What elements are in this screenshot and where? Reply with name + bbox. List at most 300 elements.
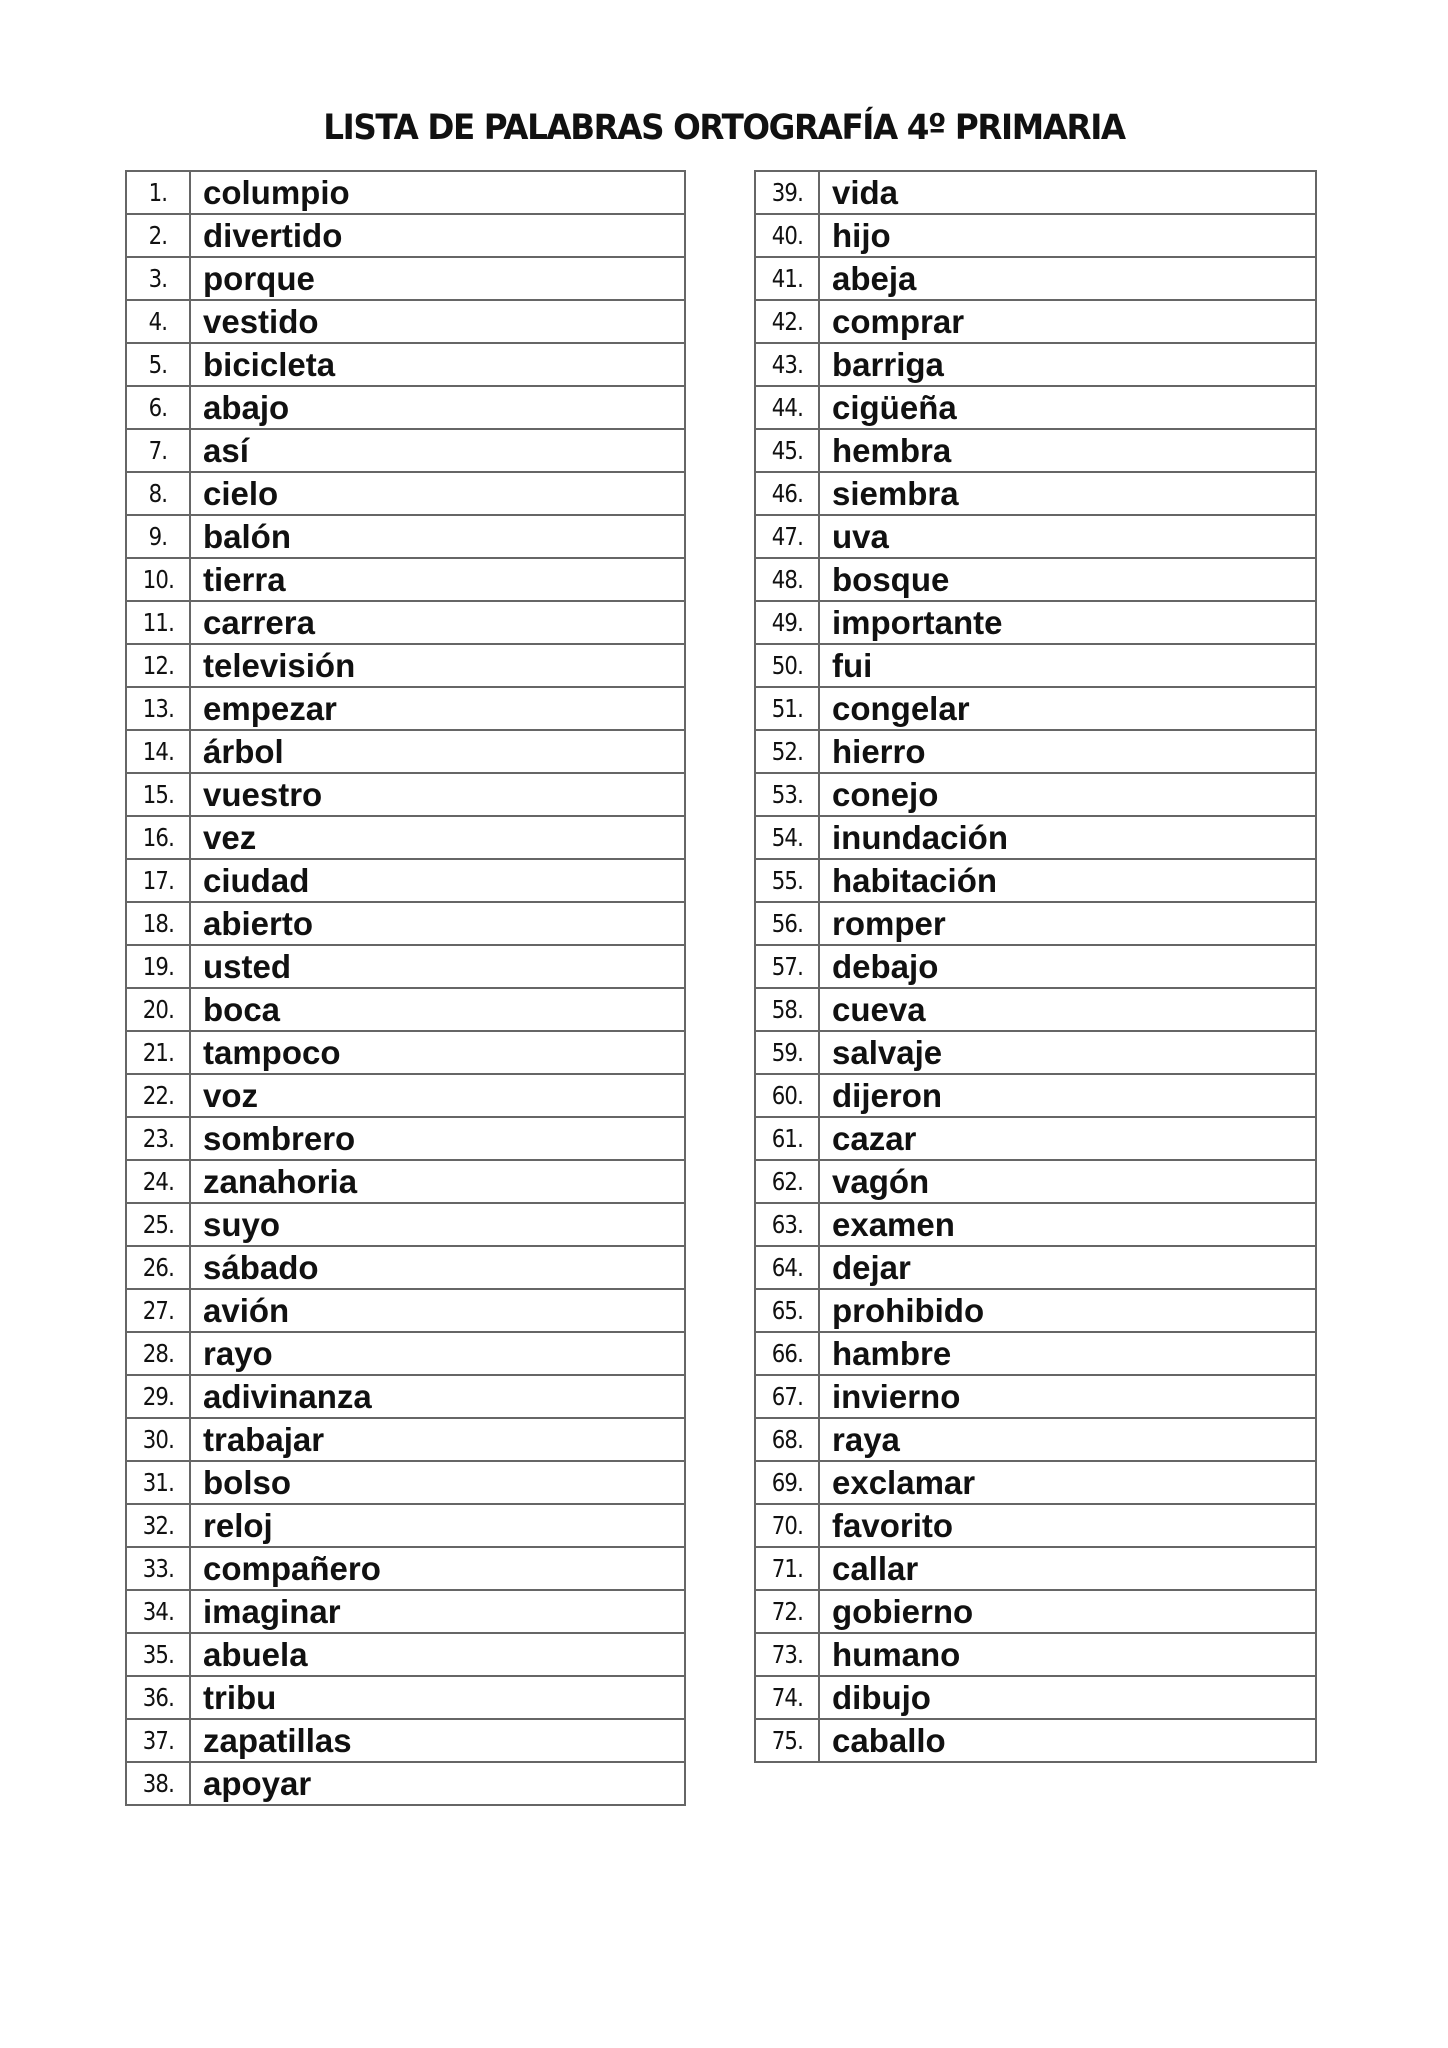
word-row <box>755 1719 1316 1762</box>
word-row <box>755 1160 1316 1203</box>
word-row <box>126 816 685 859</box>
word-number <box>755 1676 819 1719</box>
word-text: inundación <box>819 816 1316 859</box>
word-row <box>126 1246 685 1289</box>
word-row <box>755 902 1316 945</box>
word-text: debajo <box>819 945 1316 988</box>
word-number <box>755 730 819 773</box>
word-number <box>755 1461 819 1504</box>
word-number <box>126 1590 190 1633</box>
word-number <box>755 1160 819 1203</box>
word-text: romper <box>819 902 1316 945</box>
word-number <box>755 1117 819 1160</box>
word-number-text: 62. <box>771 1167 803 1196</box>
word-text: examen <box>819 1203 1316 1246</box>
word-number-text: 72. <box>771 1597 803 1626</box>
word-row <box>126 644 685 687</box>
word-list-right <box>754 170 1317 1763</box>
word-text: raya <box>819 1418 1316 1461</box>
word-row <box>126 945 685 988</box>
word-text: divertido <box>190 214 685 257</box>
word-row <box>126 1590 685 1633</box>
word-row <box>126 1332 685 1375</box>
word-number <box>755 1246 819 1289</box>
word-row <box>126 1289 685 1332</box>
word-number-text: 75. <box>771 1726 803 1755</box>
word-number <box>126 1117 190 1160</box>
word-number <box>126 1289 190 1332</box>
word-text: porque <box>190 257 685 300</box>
word-number <box>755 472 819 515</box>
word-row <box>126 386 685 429</box>
word-number-text: 66. <box>771 1339 803 1368</box>
word-number <box>755 1074 819 1117</box>
word-number-text: 14. <box>142 737 174 766</box>
word-text: así <box>190 429 685 472</box>
word-text: televisión <box>190 644 685 687</box>
word-text: invierno <box>819 1375 1316 1418</box>
word-row <box>755 515 1316 558</box>
word-row <box>126 1074 685 1117</box>
word-row <box>126 1418 685 1461</box>
word-number <box>755 429 819 472</box>
word-number-text: 4. <box>148 307 168 336</box>
word-text: bosque <box>819 558 1316 601</box>
word-row <box>755 429 1316 472</box>
word-row <box>755 988 1316 1031</box>
word-number <box>126 1418 190 1461</box>
word-row <box>755 1590 1316 1633</box>
word-number-text: 31. <box>142 1468 174 1497</box>
word-number-text: 11. <box>142 608 174 637</box>
word-number <box>126 1031 190 1074</box>
word-text: tierra <box>190 558 685 601</box>
word-row <box>755 1418 1316 1461</box>
word-text: dejar <box>819 1246 1316 1289</box>
word-text: caballo <box>819 1719 1316 1762</box>
word-number-text: 41. <box>771 264 803 293</box>
word-row <box>755 472 1316 515</box>
word-number-text: 40. <box>771 221 803 250</box>
word-row <box>755 687 1316 730</box>
word-text: prohibido <box>819 1289 1316 1332</box>
word-row <box>755 386 1316 429</box>
word-number-text: 15. <box>142 780 174 809</box>
word-number <box>126 386 190 429</box>
word-row <box>126 1676 685 1719</box>
word-text: salvaje <box>819 1031 1316 1074</box>
word-text: dibujo <box>819 1676 1316 1719</box>
word-row <box>126 1203 685 1246</box>
word-number-text: 38. <box>142 1769 174 1798</box>
word-number-text: 10. <box>142 565 174 594</box>
word-text: trabajar <box>190 1418 685 1461</box>
word-text: importante <box>819 601 1316 644</box>
word-number <box>126 1332 190 1375</box>
word-text: rayo <box>190 1332 685 1375</box>
word-text: tampoco <box>190 1031 685 1074</box>
word-row <box>755 1547 1316 1590</box>
word-number <box>126 1719 190 1762</box>
word-number-text: 47. <box>771 522 803 551</box>
word-text: boca <box>190 988 685 1031</box>
word-number <box>126 687 190 730</box>
word-list-left <box>125 170 686 1806</box>
word-number-text: 69. <box>771 1468 803 1497</box>
word-number-text: 57. <box>771 952 803 981</box>
word-number <box>755 816 819 859</box>
word-number-text: 5. <box>148 350 168 379</box>
word-row <box>755 1504 1316 1547</box>
word-number-text: 8. <box>148 479 168 508</box>
word-number <box>755 1031 819 1074</box>
word-number-text: 20. <box>142 995 174 1024</box>
word-number-text: 50. <box>771 651 803 680</box>
word-text: conejo <box>819 773 1316 816</box>
word-number <box>126 601 190 644</box>
word-row <box>755 1676 1316 1719</box>
word-row <box>126 773 685 816</box>
word-number-text: 35. <box>142 1640 174 1669</box>
word-row <box>755 859 1316 902</box>
word-row <box>126 214 685 257</box>
word-row <box>755 1633 1316 1676</box>
word-text: sábado <box>190 1246 685 1289</box>
word-number-text: 36. <box>142 1683 174 1712</box>
word-row <box>126 257 685 300</box>
word-text: zanahoria <box>190 1160 685 1203</box>
word-number-text: 58. <box>771 995 803 1024</box>
word-row <box>126 429 685 472</box>
word-text: tribu <box>190 1676 685 1719</box>
word-text: gobierno <box>819 1590 1316 1633</box>
word-number-text: 52. <box>771 737 803 766</box>
word-text: vez <box>190 816 685 859</box>
word-number <box>755 1547 819 1590</box>
word-row <box>755 300 1316 343</box>
word-text: compañero <box>190 1547 685 1590</box>
word-number-text: 13. <box>142 694 174 723</box>
word-number <box>126 859 190 902</box>
word-number <box>126 171 190 214</box>
word-text: abierto <box>190 902 685 945</box>
word-text: fui <box>819 644 1316 687</box>
word-row <box>126 1762 685 1805</box>
word-number-text: 46. <box>771 479 803 508</box>
word-row <box>755 1375 1316 1418</box>
word-number <box>126 1203 190 1246</box>
word-number <box>755 1719 819 1762</box>
word-number-text: 25. <box>142 1210 174 1239</box>
word-number <box>755 687 819 730</box>
word-number <box>126 1762 190 1805</box>
word-number <box>126 472 190 515</box>
word-text: hierro <box>819 730 1316 773</box>
word-number-text: 21. <box>142 1038 174 1067</box>
word-row <box>126 343 685 386</box>
word-text: siembra <box>819 472 1316 515</box>
word-number <box>126 1504 190 1547</box>
word-row <box>755 945 1316 988</box>
word-text: voz <box>190 1074 685 1117</box>
word-text: callar <box>819 1547 1316 1590</box>
word-row <box>755 171 1316 214</box>
word-row <box>755 1203 1316 1246</box>
word-text: balón <box>190 515 685 558</box>
word-text: bicicleta <box>190 343 685 386</box>
word-number-text: 30. <box>142 1425 174 1454</box>
word-text: columpio <box>190 171 685 214</box>
word-number <box>755 214 819 257</box>
word-number-text: 51. <box>771 694 803 723</box>
word-number <box>126 214 190 257</box>
word-row <box>755 644 1316 687</box>
word-text: sombrero <box>190 1117 685 1160</box>
word-number <box>755 1203 819 1246</box>
word-row <box>126 687 685 730</box>
word-number-text: 68. <box>771 1425 803 1454</box>
word-row <box>126 1031 685 1074</box>
word-number-text: 44. <box>771 393 803 422</box>
word-number <box>126 773 190 816</box>
word-number <box>755 601 819 644</box>
word-number-text: 1. <box>148 178 168 207</box>
word-row <box>755 214 1316 257</box>
word-row <box>126 1633 685 1676</box>
word-number <box>126 1633 190 1676</box>
word-text: cueva <box>819 988 1316 1031</box>
word-text: congelar <box>819 687 1316 730</box>
word-number-text: 26. <box>142 1253 174 1282</box>
word-number <box>126 902 190 945</box>
word-number-text: 70. <box>771 1511 803 1540</box>
word-number-text: 19. <box>142 952 174 981</box>
word-text: barriga <box>819 343 1316 386</box>
word-text: ciudad <box>190 859 685 902</box>
word-number-text: 12. <box>142 651 174 680</box>
word-number-text: 56. <box>771 909 803 938</box>
word-text: reloj <box>190 1504 685 1547</box>
word-row <box>755 257 1316 300</box>
word-number-text: 34. <box>142 1597 174 1626</box>
word-text: vestido <box>190 300 685 343</box>
word-number <box>755 257 819 300</box>
word-row <box>126 988 685 1031</box>
word-number-text: 7. <box>148 436 168 465</box>
word-number-text: 27. <box>142 1296 174 1325</box>
word-text: adivinanza <box>190 1375 685 1418</box>
word-row <box>126 1461 685 1504</box>
word-text: vagón <box>819 1160 1316 1203</box>
word-row <box>755 601 1316 644</box>
word-text: carrera <box>190 601 685 644</box>
word-number <box>755 171 819 214</box>
word-number <box>126 1074 190 1117</box>
word-text: empezar <box>190 687 685 730</box>
word-row <box>126 1719 685 1762</box>
word-row <box>755 1117 1316 1160</box>
word-text: abeja <box>819 257 1316 300</box>
word-text: vida <box>819 171 1316 214</box>
word-row <box>755 1461 1316 1504</box>
word-number-text: 32. <box>142 1511 174 1540</box>
word-row <box>126 730 685 773</box>
word-number <box>755 902 819 945</box>
word-number-text: 16. <box>142 823 174 852</box>
word-row <box>755 1074 1316 1117</box>
word-row <box>755 1289 1316 1332</box>
word-number-text: 53. <box>771 780 803 809</box>
word-number-text: 18. <box>142 909 174 938</box>
word-number <box>755 558 819 601</box>
word-number <box>126 1160 190 1203</box>
word-number-text: 74. <box>771 1683 803 1712</box>
word-number-text: 42. <box>771 307 803 336</box>
word-number <box>126 558 190 601</box>
word-number <box>755 945 819 988</box>
word-text: usted <box>190 945 685 988</box>
word-number <box>755 386 819 429</box>
word-number <box>126 1676 190 1719</box>
word-row <box>126 902 685 945</box>
word-row <box>126 171 685 214</box>
word-text: uva <box>819 515 1316 558</box>
word-text: imaginar <box>190 1590 685 1633</box>
word-row <box>755 1031 1316 1074</box>
word-number-text: 60. <box>771 1081 803 1110</box>
word-number-text: 22. <box>142 1081 174 1110</box>
word-row <box>755 1246 1316 1289</box>
word-number-text: 73. <box>771 1640 803 1669</box>
word-text: hijo <box>819 214 1316 257</box>
word-row <box>126 1504 685 1547</box>
word-text: humano <box>819 1633 1316 1676</box>
word-row <box>126 300 685 343</box>
word-number-text: 61. <box>771 1124 803 1153</box>
word-row <box>126 472 685 515</box>
word-number-text: 59. <box>771 1038 803 1067</box>
word-number <box>126 945 190 988</box>
word-text: zapatillas <box>190 1719 685 1762</box>
word-number-text: 55. <box>771 866 803 895</box>
word-row <box>126 859 685 902</box>
word-text: dijeron <box>819 1074 1316 1117</box>
word-text: vuestro <box>190 773 685 816</box>
word-number-text: 28. <box>142 1339 174 1368</box>
word-row <box>126 515 685 558</box>
word-number <box>755 343 819 386</box>
word-text: favorito <box>819 1504 1316 1547</box>
word-number <box>126 300 190 343</box>
word-number-text: 6. <box>148 393 168 422</box>
word-row <box>755 816 1316 859</box>
word-row <box>126 1160 685 1203</box>
word-row <box>755 1332 1316 1375</box>
word-number <box>126 730 190 773</box>
word-number-text: 71. <box>771 1554 803 1583</box>
word-row <box>755 343 1316 386</box>
word-number-text: 33. <box>142 1554 174 1583</box>
word-row <box>126 601 685 644</box>
word-number <box>755 773 819 816</box>
word-number-text: 65. <box>771 1296 803 1325</box>
word-row <box>755 558 1316 601</box>
word-number-text: 49. <box>771 608 803 637</box>
word-number <box>126 429 190 472</box>
word-row <box>755 773 1316 816</box>
word-number <box>126 644 190 687</box>
word-number-text: 29. <box>142 1382 174 1411</box>
word-text: exclamar <box>819 1461 1316 1504</box>
word-number <box>755 515 819 558</box>
word-number <box>755 1332 819 1375</box>
word-number <box>126 1375 190 1418</box>
word-number <box>126 816 190 859</box>
word-number-text: 48. <box>771 565 803 594</box>
word-number-text: 45. <box>771 436 803 465</box>
word-number <box>755 1504 819 1547</box>
word-number <box>755 1289 819 1332</box>
word-number <box>755 1418 819 1461</box>
word-number-text: 2. <box>148 221 168 250</box>
word-number <box>126 515 190 558</box>
word-text: bolso <box>190 1461 685 1504</box>
word-number <box>126 1547 190 1590</box>
word-text: habitación <box>819 859 1316 902</box>
word-text: cigüeña <box>819 386 1316 429</box>
word-number <box>126 343 190 386</box>
word-number <box>126 1246 190 1289</box>
word-number-text: 43. <box>771 350 803 379</box>
word-row <box>755 730 1316 773</box>
word-text: comprar <box>819 300 1316 343</box>
word-number <box>755 1633 819 1676</box>
word-text: apoyar <box>190 1762 685 1805</box>
word-number-text: 54. <box>771 823 803 852</box>
word-number-text: 67. <box>771 1382 803 1411</box>
word-row <box>126 558 685 601</box>
word-number-text: 3. <box>148 264 168 293</box>
word-number <box>755 859 819 902</box>
word-number <box>755 644 819 687</box>
word-row <box>126 1547 685 1590</box>
word-number-text: 9. <box>148 522 168 551</box>
word-number-text: 39. <box>771 178 803 207</box>
word-number <box>126 257 190 300</box>
word-text: abajo <box>190 386 685 429</box>
word-number <box>755 300 819 343</box>
word-number-text: 24. <box>142 1167 174 1196</box>
word-number-text: 37. <box>142 1726 174 1755</box>
word-text: hembra <box>819 429 1316 472</box>
word-number-text: 64. <box>771 1253 803 1282</box>
word-text: hambre <box>819 1332 1316 1375</box>
word-text: abuela <box>190 1633 685 1676</box>
word-number <box>755 1590 819 1633</box>
word-text: cazar <box>819 1117 1316 1160</box>
word-number-text: 63. <box>771 1210 803 1239</box>
word-number-text: 17. <box>142 866 174 895</box>
word-row <box>126 1375 685 1418</box>
word-text: árbol <box>190 730 685 773</box>
word-text: avión <box>190 1289 685 1332</box>
word-text: cielo <box>190 472 685 515</box>
word-number <box>126 988 190 1031</box>
word-number-text: 23. <box>142 1124 174 1153</box>
page-title: LISTA DE PALABRAS ORTOGRAFÍA 4º PRIMARIA <box>323 108 1125 148</box>
word-number <box>755 988 819 1031</box>
word-text: suyo <box>190 1203 685 1246</box>
